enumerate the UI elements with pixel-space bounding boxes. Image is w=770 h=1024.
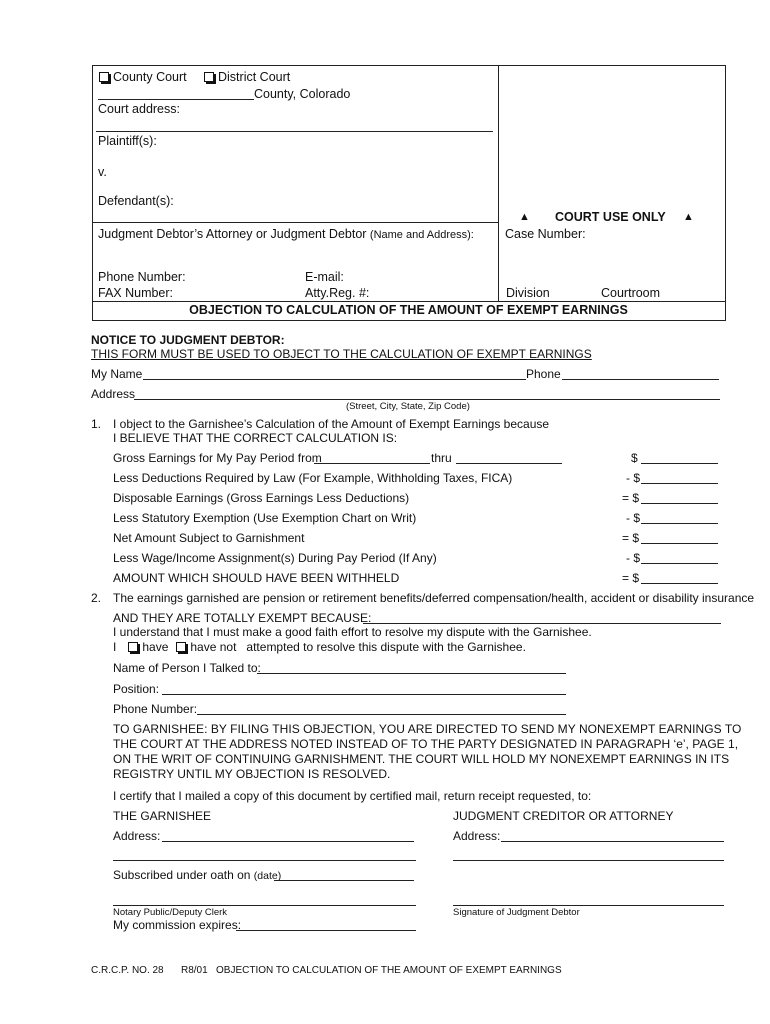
- court-use-only-label: COURT USE ONLY: [555, 210, 666, 224]
- notice-subheading: THIS FORM MUST BE USED TO OBJECT TO THE CALCULATION OF EXEMPT EARNINGS: [91, 347, 592, 361]
- gross-amount-sign: $: [631, 451, 638, 465]
- have-checkbox[interactable]: [128, 642, 138, 652]
- county-name-field[interactable]: [98, 99, 254, 100]
- fax-number-label: FAX Number:: [98, 286, 174, 300]
- caption-box: [92, 65, 726, 321]
- caption-divider-vertical: [498, 65, 499, 302]
- address-field[interactable]: [134, 399, 720, 400]
- creditor-address-label: Address:: [453, 829, 501, 843]
- position-field[interactable]: [162, 694, 566, 695]
- courtroom-label: Courtroom: [601, 286, 661, 300]
- garnishee-address-field-2[interactable]: [113, 860, 416, 861]
- position-label: Position:: [113, 682, 160, 696]
- certify-line: I certify that I mailed a copy of this document by certified mail, return receipt requested, to:: [113, 789, 592, 803]
- caption-divider-attorney: [92, 222, 498, 223]
- district-court-option[interactable]: [204, 71, 290, 84]
- section2-line2: AND THEY ARE TOTALLY EXEMPT BECAUSE:: [113, 611, 372, 625]
- my-name-label: My Name: [91, 367, 143, 381]
- district-court-label: District Court: [218, 70, 291, 84]
- calc-row-sign: - $: [626, 511, 641, 525]
- subscribed-date-hint: (date): [253, 870, 282, 882]
- gross-thru-label: thru: [431, 451, 452, 465]
- notice-heading: NOTICE TO JUDGMENT DEBTOR:: [91, 333, 285, 347]
- gross-earnings-label: Gross Earnings for My Pay Period from: [113, 451, 322, 465]
- phone-label: Phone: [526, 367, 561, 381]
- section1-number: 1.: [91, 417, 102, 431]
- garnishee-notice-line: ON THE WRIT OF CONTINUING GARNISHMENT. THE COURT WILL HOLD MY NONEXEMPT EARNINGS IN ITS: [113, 752, 730, 766]
- calc-row-label: Less Wage/Income Assignment(s) During Pay Period (If Any): [113, 551, 437, 565]
- division-label: Division: [506, 286, 550, 300]
- calc-row-sign: - $: [626, 471, 641, 485]
- garnishee-notice-line: TO GARNISHEE: BY FILING THIS OBJECTION, YOU ARE DIRECTED TO SEND MY NONEXEMPT EARNINGS TO: [113, 722, 742, 736]
- have-not-checkbox[interactable]: [176, 642, 186, 652]
- section2-phone-field[interactable]: [197, 714, 566, 715]
- name-talked-label: Name of Person I Talked to:: [113, 661, 261, 675]
- email-label: E-mail:: [305, 270, 344, 284]
- calc-row-field[interactable]: [641, 583, 718, 584]
- form-title: OBJECTION TO CALCULATION OF THE AMOUNT OF EXEMPT EARNINGS: [189, 303, 628, 317]
- section1-line1: I object to the Garnishee’s Calculation of the Amount of Exempt Earnings because: [113, 417, 550, 431]
- plaintiffs-label: Plaintiff(s):: [98, 134, 157, 148]
- garnishee-address-field-1[interactable]: [162, 841, 414, 842]
- creditor-heading: JUDGMENT CREDITOR OR ATTORNEY: [453, 809, 674, 823]
- have-not-label: have not: [190, 640, 237, 654]
- caption-divider-title: [92, 301, 725, 302]
- calc-row-label: Less Deductions Required by Law (For Example, Withholding Taxes, FICA): [113, 471, 513, 485]
- gross-amount-field[interactable]: [641, 463, 718, 464]
- county-court-checkbox[interactable]: [99, 72, 109, 82]
- have-label: have: [142, 640, 169, 654]
- subscribed-label: [113, 869, 281, 882]
- garnishee-address-label: Address:: [113, 829, 161, 843]
- phone-field[interactable]: [562, 379, 719, 380]
- have-row: [113, 641, 526, 653]
- calc-row-field[interactable]: [641, 523, 718, 524]
- pay-period-thru-field[interactable]: [456, 463, 562, 464]
- case-number-label: Case Number:: [505, 227, 586, 241]
- debtor-signature-label: Signature of Judgment Debtor: [453, 907, 580, 918]
- calc-row-label: Less Statutory Exemption (Use Exemption Chart on Writ): [113, 511, 417, 525]
- county-court-label: County Court: [113, 70, 187, 84]
- my-name-field[interactable]: [143, 379, 526, 380]
- calc-row-label: AMOUNT WHICH SHOULD HAVE BEEN WITHHELD: [113, 571, 400, 585]
- address-label: Address: [91, 387, 136, 401]
- commission-field[interactable]: [236, 930, 416, 931]
- notary-signature-field[interactable]: [113, 905, 416, 906]
- versus-label: v.: [98, 165, 107, 179]
- section1-line2: I BELIEVE THAT THE CORRECT CALCULATION IS:: [113, 431, 398, 445]
- phone-number-label: Phone Number:: [98, 270, 186, 284]
- section2-line3: I understand that I must make a good faith effort to resolve my dispute with the Garnishee.: [113, 625, 592, 639]
- calc-row-sign: - $: [626, 551, 641, 565]
- garnishee-notice-line: THE COURT AT THE ADDRESS NOTED INSTEAD OF TO THE PARTY DESIGNATED IN PARAGRAPH ‘e’, PAGE 1,: [113, 737, 739, 751]
- name-talked-field[interactable]: [257, 673, 566, 674]
- attorney-label-hint: (Name and Address):: [369, 229, 474, 241]
- court-address-label: Court address:: [98, 102, 180, 116]
- section2-number: 2.: [91, 591, 102, 605]
- calc-row-field[interactable]: [641, 483, 718, 484]
- subscribed-text: Subscribed under oath on: [113, 868, 251, 882]
- footer-title: OBJECTION TO CALCULATION OF THE AMOUNT OF EXEMPT EARNINGS: [216, 965, 562, 976]
- calc-row-field[interactable]: [641, 543, 718, 544]
- calc-row-sign: = $: [622, 491, 640, 505]
- triangle-up-left-icon: ▲: [519, 211, 530, 223]
- court-address-field[interactable]: [96, 131, 493, 132]
- calc-row-sign: = $: [622, 531, 640, 545]
- district-court-checkbox[interactable]: [204, 72, 214, 82]
- calc-row-field[interactable]: [641, 563, 718, 564]
- commission-label: My commission expires:: [113, 918, 242, 932]
- exempt-reason-field[interactable]: [363, 623, 721, 624]
- pay-period-from-field[interactable]: [314, 463, 430, 464]
- attorney-label-text: Judgment Debtor’s Attorney or Judgment Debtor: [98, 227, 367, 241]
- garnishee-notice-line: REGISTRY UNTIL MY OBJECTION IS RESOLVED.: [113, 767, 391, 781]
- section2-phone-label: Phone Number:: [113, 702, 198, 716]
- attempted-label: attempted to resolve this dispute with the Garnishee.: [246, 640, 526, 654]
- footer-code: C.R.C.P. NO. 28: [91, 965, 164, 976]
- atty-reg-label: Atty.Reg. #:: [305, 286, 370, 300]
- garnishee-heading: THE GARNISHEE: [113, 809, 212, 823]
- debtor-signature-field[interactable]: [453, 905, 724, 906]
- county-colorado-label: County, Colorado: [254, 87, 351, 101]
- calc-row-label: Net Amount Subject to Garnishment: [113, 531, 305, 545]
- calc-row-field[interactable]: [641, 503, 718, 504]
- subscribed-date-field[interactable]: [274, 880, 414, 881]
- creditor-address-field-1[interactable]: [501, 841, 724, 842]
- footer-rev: R8/01: [181, 965, 208, 976]
- triangle-up-right-icon: ▲: [683, 211, 694, 223]
- creditor-address-field-2[interactable]: [453, 860, 724, 861]
- notary-label: Notary Public/Deputy Clerk: [113, 907, 228, 918]
- calc-row-label: Disposable Earnings (Gross Earnings Less Deductions): [113, 491, 410, 505]
- i-label: I: [113, 640, 117, 654]
- section2-line1: The earnings garnished are pension or retirement benefits/deferred compensation/health, accident or disability insurance: [113, 591, 755, 605]
- calc-row-sign: = $: [622, 571, 640, 585]
- county-court-option[interactable]: [99, 71, 187, 84]
- defendants-label: Defendant(s):: [98, 194, 174, 208]
- address-hint: (Street, City, State, Zip Code): [346, 401, 470, 412]
- attorney-label: [98, 228, 474, 241]
